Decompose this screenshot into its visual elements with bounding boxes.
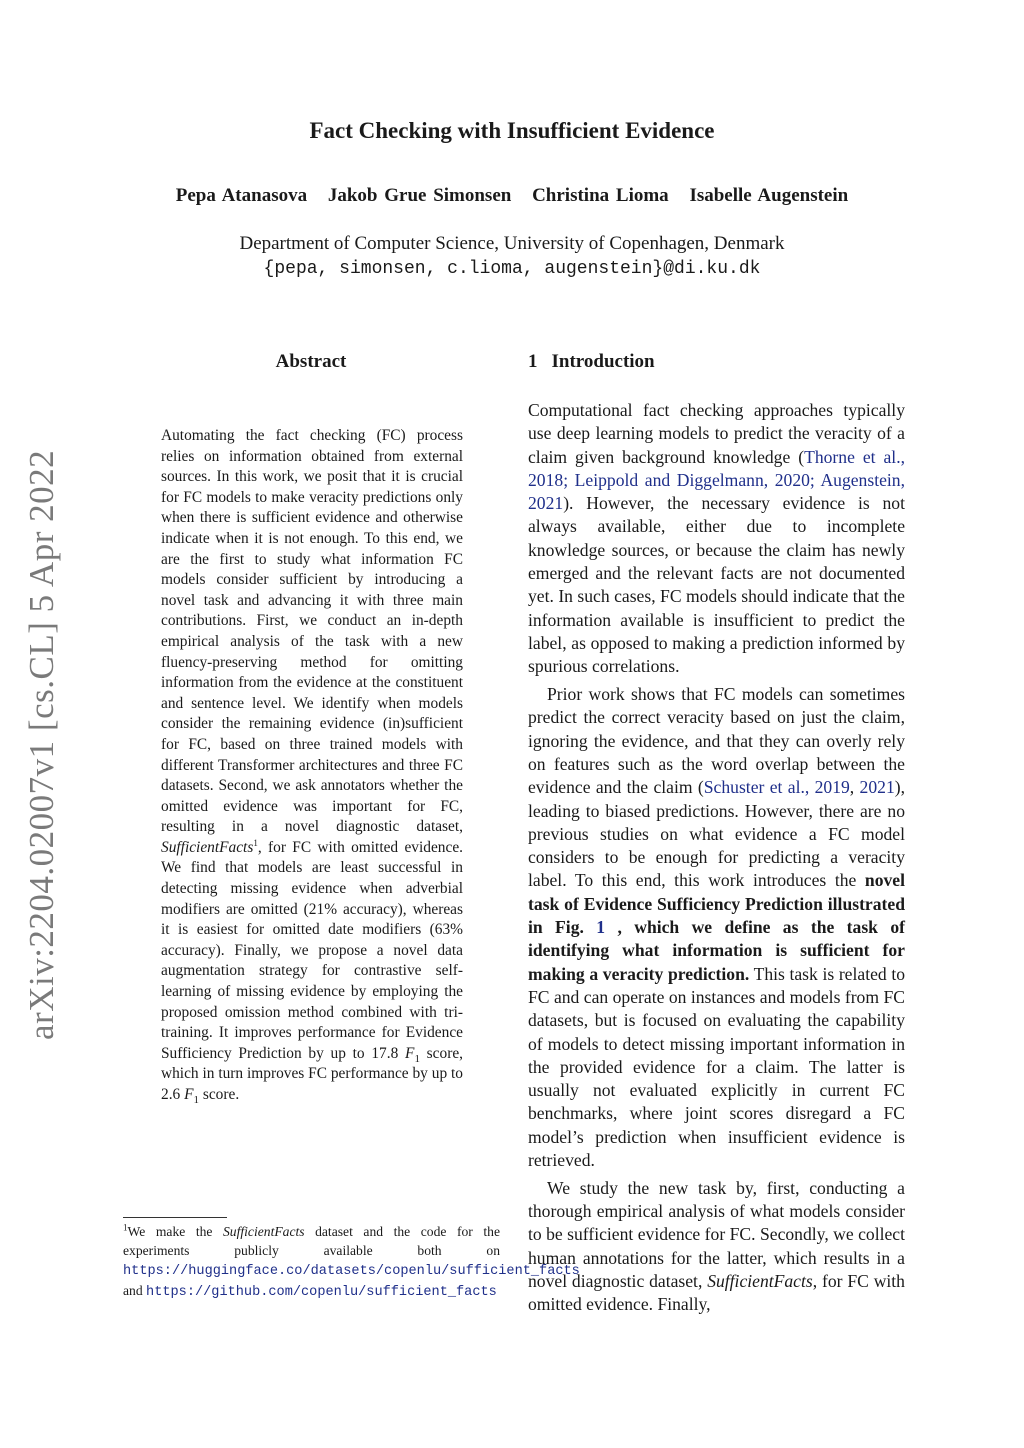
- abstract-footnote-mark[interactable]: 1: [253, 837, 258, 848]
- paragraph-text: Computational fact checking approaches typically use deep learning models to predict the veracity of a claim given background knowledge (: [528, 400, 905, 467]
- footnote-divider: [123, 1217, 227, 1218]
- author-name: Jakob Grue Simonsen: [327, 185, 512, 206]
- dataset-name: SufficientFacts: [707, 1270, 813, 1291]
- footnote-text: dataset and the code for the experiments publicly available both on: [123, 1224, 500, 1258]
- footnote-text: and: [123, 1283, 147, 1298]
- citation-separator: ,: [849, 777, 860, 798]
- paragraph-text: Prior work shows that FC models can sometimes predict the correct veracity based on just the claim, ignoring the evidence, and that they can overly rely on features such as the word overlap between the evidence and the claim (: [528, 684, 905, 798]
- paragraph-text: , for FC with omitted evidence. Finally,: [528, 1270, 905, 1315]
- footnote-dataset-name: SufficientFacts: [223, 1224, 305, 1239]
- abstract-dataset-name: SufficientFacts: [161, 838, 254, 856]
- paper-title: Fact Checking with Insufficient Evidence: [309, 118, 715, 143]
- introduction-body: [528, 399, 905, 1321]
- f1-subscript: 1: [193, 1094, 199, 1107]
- footnote-text: We make the: [127, 1224, 223, 1239]
- affiliation: Department of Computer Science, University of Copenhagen, Denmark: [239, 233, 785, 254]
- github-link[interactable]: https://github.com/copenlu/sufficient_facts: [146, 1285, 497, 1300]
- citation-link[interactable]: Leippold and Diggelmann, 2020: [574, 469, 810, 490]
- abstract-heading: Abstract: [275, 351, 347, 372]
- paragraph: [528, 399, 905, 679]
- footnote-mark: 1: [123, 1222, 128, 1233]
- f1-symbol: F: [184, 1086, 194, 1103]
- abstract-text: score.: [199, 1086, 240, 1103]
- citation-separator: ;: [809, 469, 821, 490]
- paragraph-text: We study the new task by, first, conducting a thorough empirical analysis of what models consider to be sufficient evidence for FC. Secondly, we collect human annotations for the latter, which results in a novel diagnostic dataset,: [528, 1177, 905, 1291]
- abstract-body: [161, 426, 463, 1106]
- footnote: [123, 1222, 580, 1302]
- author-list: [0, 185, 1024, 207]
- figure-reference-link[interactable]: 1: [596, 917, 606, 938]
- paragraph: [528, 1177, 905, 1317]
- author-emails: {pepa, simonsen, c.lioma, augenstein}@di.ku.dk: [263, 259, 761, 279]
- arxiv-identifier-stamp: arXiv:2204.02007v1 [cs.CL] 5 Apr 2022: [22, 449, 61, 1040]
- huggingface-link[interactable]: https://huggingface.co/datasets/copenlu/sufficient_facts: [123, 1264, 580, 1279]
- f1-subscript: 1: [414, 1052, 420, 1065]
- section-heading-introduction: [528, 351, 655, 373]
- bold-task-definition: , which we define as the task of identifying what information is sufficient for making a veracity prediction.: [528, 917, 905, 984]
- citation-link[interactable]: Schuster et al., 2019: [703, 777, 850, 798]
- citation-link[interactable]: Thorne et al., 2018: [528, 446, 905, 490]
- abstract-text: Automating the fact checking (FC) process relies on information obtained from external sources. In this work, we posit that it is crucial for FC models to make veracity predictions only when there is sufficient evidence and otherwise indicate when it is not enough. To this end, we are the first to study what information FC models consider sufficient by introducing a novel task and advancing it with three main contributions. First, we conduct an in-depth empirical analysis of the task with a new fluency-preserving method for omitting information from the evidence at the constituent and sentence level. We identify when models consider the remaining evidence (in)sufficient for FC, based on three trained models with different Transformer architectures and three FC datasets. Second, we ask annotators whether the omitted evidence was important for FC, resulting in a novel diagnostic dataset,: [161, 427, 463, 836]
- paragraph-text: ), leading to biased predictions. However, there are no previous studies on what evidence a FC model considers to be enough for predicting a veracity label. To this end, this work introduces the: [528, 777, 905, 891]
- bold-task-definition: novel task of Evidence Sufficiency Prediction illustrated in Fig.: [528, 870, 905, 938]
- author-name: Christina Lioma: [532, 185, 669, 206]
- author-name: Isabelle Augenstein: [689, 185, 849, 206]
- paragraph-text: This task is related to FC and can operate on instances and models from FC datasets, but is focused on evaluating the capability of models to detect missing important information in the provided evidence for a claim. The latter is usually not evaluated explicitly in current FC benchmarks, where joint scores disregard a FC model’s prediction when insufficient evidence is retrieved.: [528, 963, 906, 1170]
- citation-link[interactable]: 2021: [859, 777, 895, 798]
- section-title: Introduction: [551, 351, 655, 372]
- paragraph-text: ). However, the necessary evidence is not always available, either due to incomplete knowledge sources, or because the claim has newly emerged and the relevant facts are not documented yet. In such cases, FC models should indicate that the information available is insufficient to predict the label, as opposed to making a prediction informed by spurious correlations.: [528, 493, 905, 677]
- citation-separator: ;: [563, 469, 575, 490]
- abstract-text: score, which in turn improves FC performance by up to 2.6: [161, 1044, 463, 1103]
- section-number: 1: [528, 351, 538, 372]
- f1-symbol: F: [405, 1044, 415, 1062]
- paragraph: [528, 683, 905, 1172]
- author-name: Pepa Atanasova: [175, 185, 308, 206]
- abstract-text: , for FC with omitted evidence. We find that models are least successful in detecting missing evidence when adverbial modifiers are omitted (21% accuracy), whereas it is easiest for omitted date modifiers (63% accuracy). Finally, we propose a novel data augmentation strategy for contrastive self-learning of missing evidence by employing the proposed omission method combined with tri-training. It improves performance for Evidence Sufficiency Prediction by up to 17.8: [161, 838, 463, 1062]
- citation-link[interactable]: Augenstein, 2021: [528, 469, 905, 514]
